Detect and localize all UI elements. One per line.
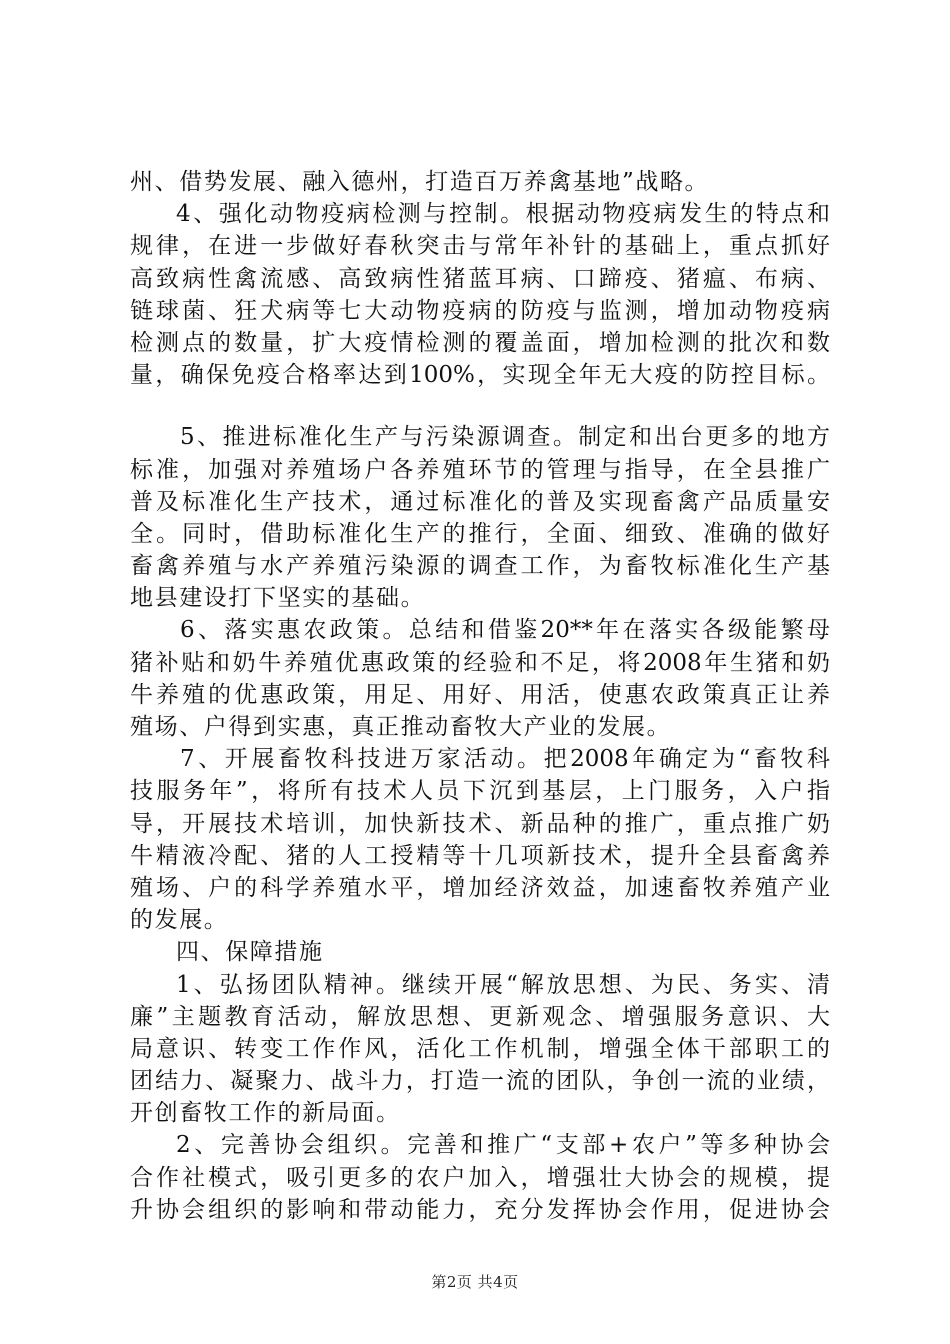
text-line: 猪补贴和奶牛养殖优惠政策的经验和不足，将2008年生猪和奶 [130,649,830,676]
paragraph-2-start: 2、完善协会组织。完善和推广“支部+农户”等多种协会 [176,1132,830,1159]
text-line: 量，确保免疫合格率达到100%，实现全年无大疫的防控目标。 [130,362,830,389]
text-line: 牛养殖的优惠政策，用足、用好、用活，使惠农政策真正让养 [130,681,830,708]
paragraph-1-start: 1、弘扬团队精神。继续开展“解放思想、为民、务实、清 [176,971,830,998]
section-heading: 四、保障措施 [176,939,324,966]
text-line: 团结力、凝聚力、战斗力，打造一流的团队，争创一流的业绩， [130,1068,830,1095]
paragraph-7-start: 7、开展畜牧科技进万家活动。把2008年确定为“畜牧科 [180,746,830,773]
document-body [130,166,830,1226]
paragraph-6-start: 6、落实惠农政策。总结和借鉴20**年在落实各级能繁母 [180,617,830,644]
text-line: 殖场、户的科学养殖水平，增加经济效益，加速畜牧养殖产业 [130,874,830,901]
paragraph-gap [130,391,830,421]
text-line: 牛精液冷配、猪的人工授精等十几项新技术，提升全县畜禽养 [130,842,830,869]
text-line: 标准，加强对养殖场户各养殖环节的管理与指导，在全县推广 [130,456,830,483]
text-line: 检测点的数量，扩大疫情检测的覆盖面，增加检测的批次和数 [130,329,830,356]
text-line: 普及标准化生产技术，通过标准化的普及实现畜禽产品质量安 [130,488,830,515]
text-line: 规律，在进一步做好春秋突击与常年补针的基础上，重点抓好 [130,233,830,260]
paragraph-4-start: 4、强化动物疫病检测与控制。根据动物疫病发生的特点和 [176,201,830,228]
text-line: 技服务年”，将所有技术人员下沉到基层，上门服务，入户指 [130,778,830,805]
text-line: 升协会组织的影响和带动能力，充分发挥协会作用，促进协会 [130,1196,830,1223]
text-line: 的发展。 [130,907,229,934]
text-line: 畜禽养殖与水产养殖污染源的调查工作，为畜牧标准化生产基 [130,553,830,580]
text-line: 地县建设打下坚实的基础。 [130,585,426,612]
text-line: 开创畜牧工作的新局面。 [130,1100,401,1127]
text-line: 局意识、转变工作作风，活化工作机制，增强全体干部职工的 [130,1035,830,1062]
text-line: 州、借势发展、融入德州，打造百万养禽基地”战略。 [130,169,710,195]
page-number-footer: 第2页 共4页 [431,1273,519,1291]
text-line: 高致病性禽流感、高致病性猪蓝耳病、口蹄疫、猪瘟、布病、 [130,265,830,292]
text-line: 殖场、户得到实惠，真正推动畜牧大产业的发展。 [130,714,672,740]
text-line: 合作社模式，吸引更多的农户加入，增强壮大协会的规模，提 [130,1164,830,1191]
paragraph-5-start: 5、推进标准化生产与污染源调查。制定和出台更多的地方 [180,424,830,451]
text-line: 全。同时，借助标准化生产的推行，全面、细致、准确的做好 [130,520,830,547]
text-line: 链球菌、狂犬病等七大动物疫病的防疫与监测，增加动物疫病 [130,297,830,324]
text-line: 导，开展技术培训，加快新技术、新品种的推广，重点推广奶 [130,810,830,837]
text-line: 廉”主题教育活动，解放思想、更新观念、增强服务意识、大 [130,1003,830,1030]
